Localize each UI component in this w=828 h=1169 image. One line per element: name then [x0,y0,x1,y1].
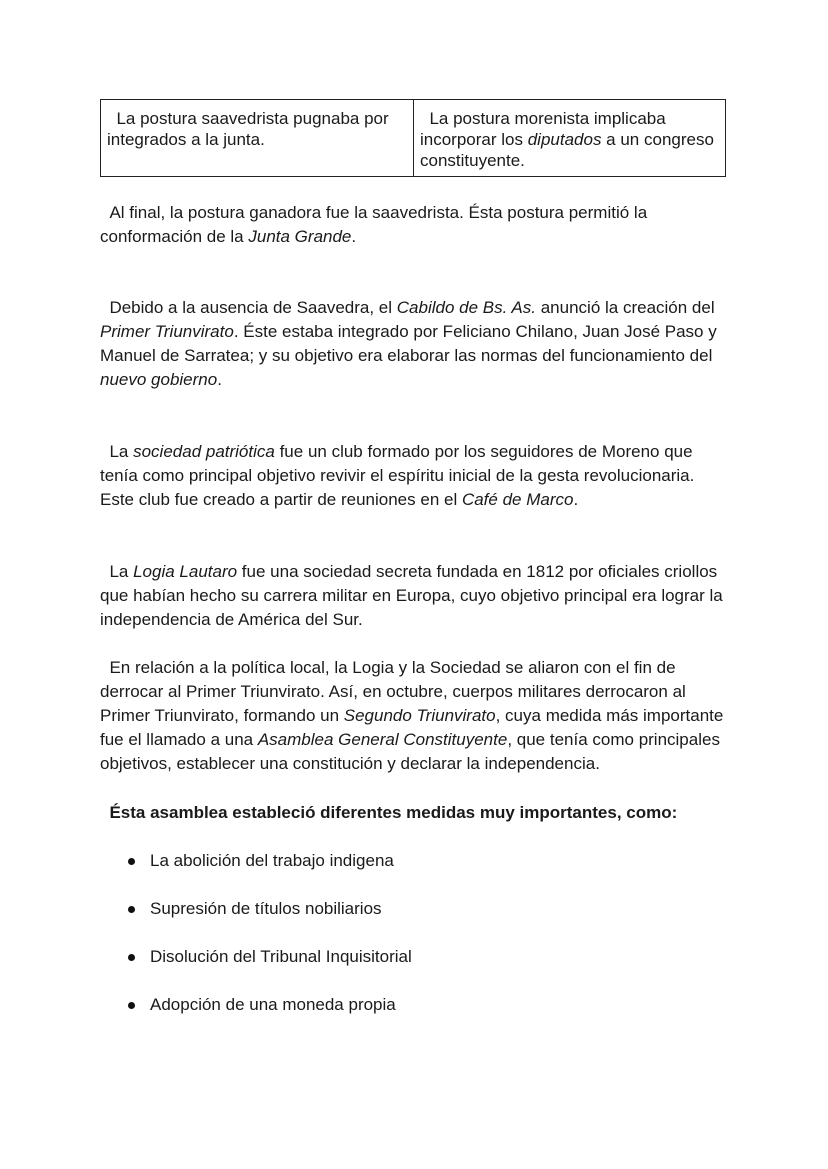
segundo-triunvirato-term: Segundo Triunvirato [343,706,496,725]
nuevo-gobierno-term: nuevo gobierno [100,370,218,389]
text-run: , que tenía como principales objetivos, establecer una constitución y declarar la independencia. [100,730,725,773]
paragraph-segundo-triunvirato [100,656,728,776]
text-run: . [217,370,222,389]
paragraph-sociedad-patriotica [100,440,728,512]
text-run: . Éste estaba integrado por Feliciano Chilano, Juan José Paso y Manuel de Sarratea; y su objetivo era elaborar las normas del funcionamiento del [100,322,722,365]
measures-list [100,849,728,1017]
text-run: Al final, la postura ganadora fue la saavedrista. Ésta postura permitió la conformación de la [100,203,652,246]
list-item [100,993,728,1017]
paragraph-primer-triunvirato [100,296,728,392]
saavedrista-text: La postura saavedrista pugnaba por integrados a la junta. [107,109,394,149]
text-run: . [351,227,357,246]
list-item [100,849,728,873]
morenista-cell [414,100,726,177]
list-item-text: Adopción de una moneda propia [150,995,396,1014]
primer-triunvirato-term: Primer Triunvirato [100,322,234,341]
sociedad-patriotica-term: sociedad patriótica [133,442,275,461]
junta-grande-term: Junta Grande [248,227,352,246]
text-run: , cuya medida más importante fue el llamado a una [100,706,729,749]
list-item-text: Supresión de títulos nobiliarios [150,899,382,918]
cafe-de-marco-term: Café de Marco [461,490,574,509]
saavedrista-cell [101,100,414,177]
bullet-icon [128,1002,135,1009]
text-run: En relación a la política local, la Logia y la Sociedad se aliaron con el fin de derrocar al Primer Triunvirato. Así, en octubre, cuerpos militares derrocaron al Primer Triunvirato, formando un [100,658,691,725]
bullet-icon [128,906,135,913]
paragraph-junta-grande [100,201,728,249]
measures-heading: Ésta asamblea estableció diferentes medidas muy importantes, como: [100,803,678,822]
logia-lautaro-term: Logia Lautaro [133,562,238,581]
text-run: La [100,562,134,581]
text-run: fue una sociedad secreta fundada en 1812 por oficiales criollos que habían hecho su carrera militar en Europa, cuyo objetivo principal era lograr la independencia de América del Sur. [100,562,728,629]
list-item [100,897,728,921]
list-item-text: Disolución del Tribunal Inquisitorial [150,947,412,966]
text-run: fue un club formado por los seguidores de Moreno que tenía como principal objetivo revivir el espíritu inicial de la gesta revolucionaria. Este club fue creado a partir de reuniones en el [100,442,700,509]
diputados-term: diputados [527,130,602,149]
asamblea-term: Asamblea General Constituyente [257,730,508,749]
bullet-icon [128,858,135,865]
table-row [101,100,726,177]
comparison-table [100,99,726,177]
list-item-text: La abolición del trabajo indigena [150,851,394,870]
bullet-icon [128,954,135,961]
morenista-text: La postura morenista implicaba incorporar los [420,109,671,149]
list-item [100,945,728,969]
cabildo-term: Cabildo de Bs. As. [396,298,536,317]
text-run: Debido a la ausencia de Saavedra, el [100,298,397,317]
document-page [100,99,728,1041]
morenista-text-end: a un congreso constituyente. [420,130,719,170]
paragraph-logia-lautaro [100,560,728,632]
text-run: La [100,442,134,461]
text-run: . [573,490,579,509]
text-run: anunció la creación del [536,298,720,317]
